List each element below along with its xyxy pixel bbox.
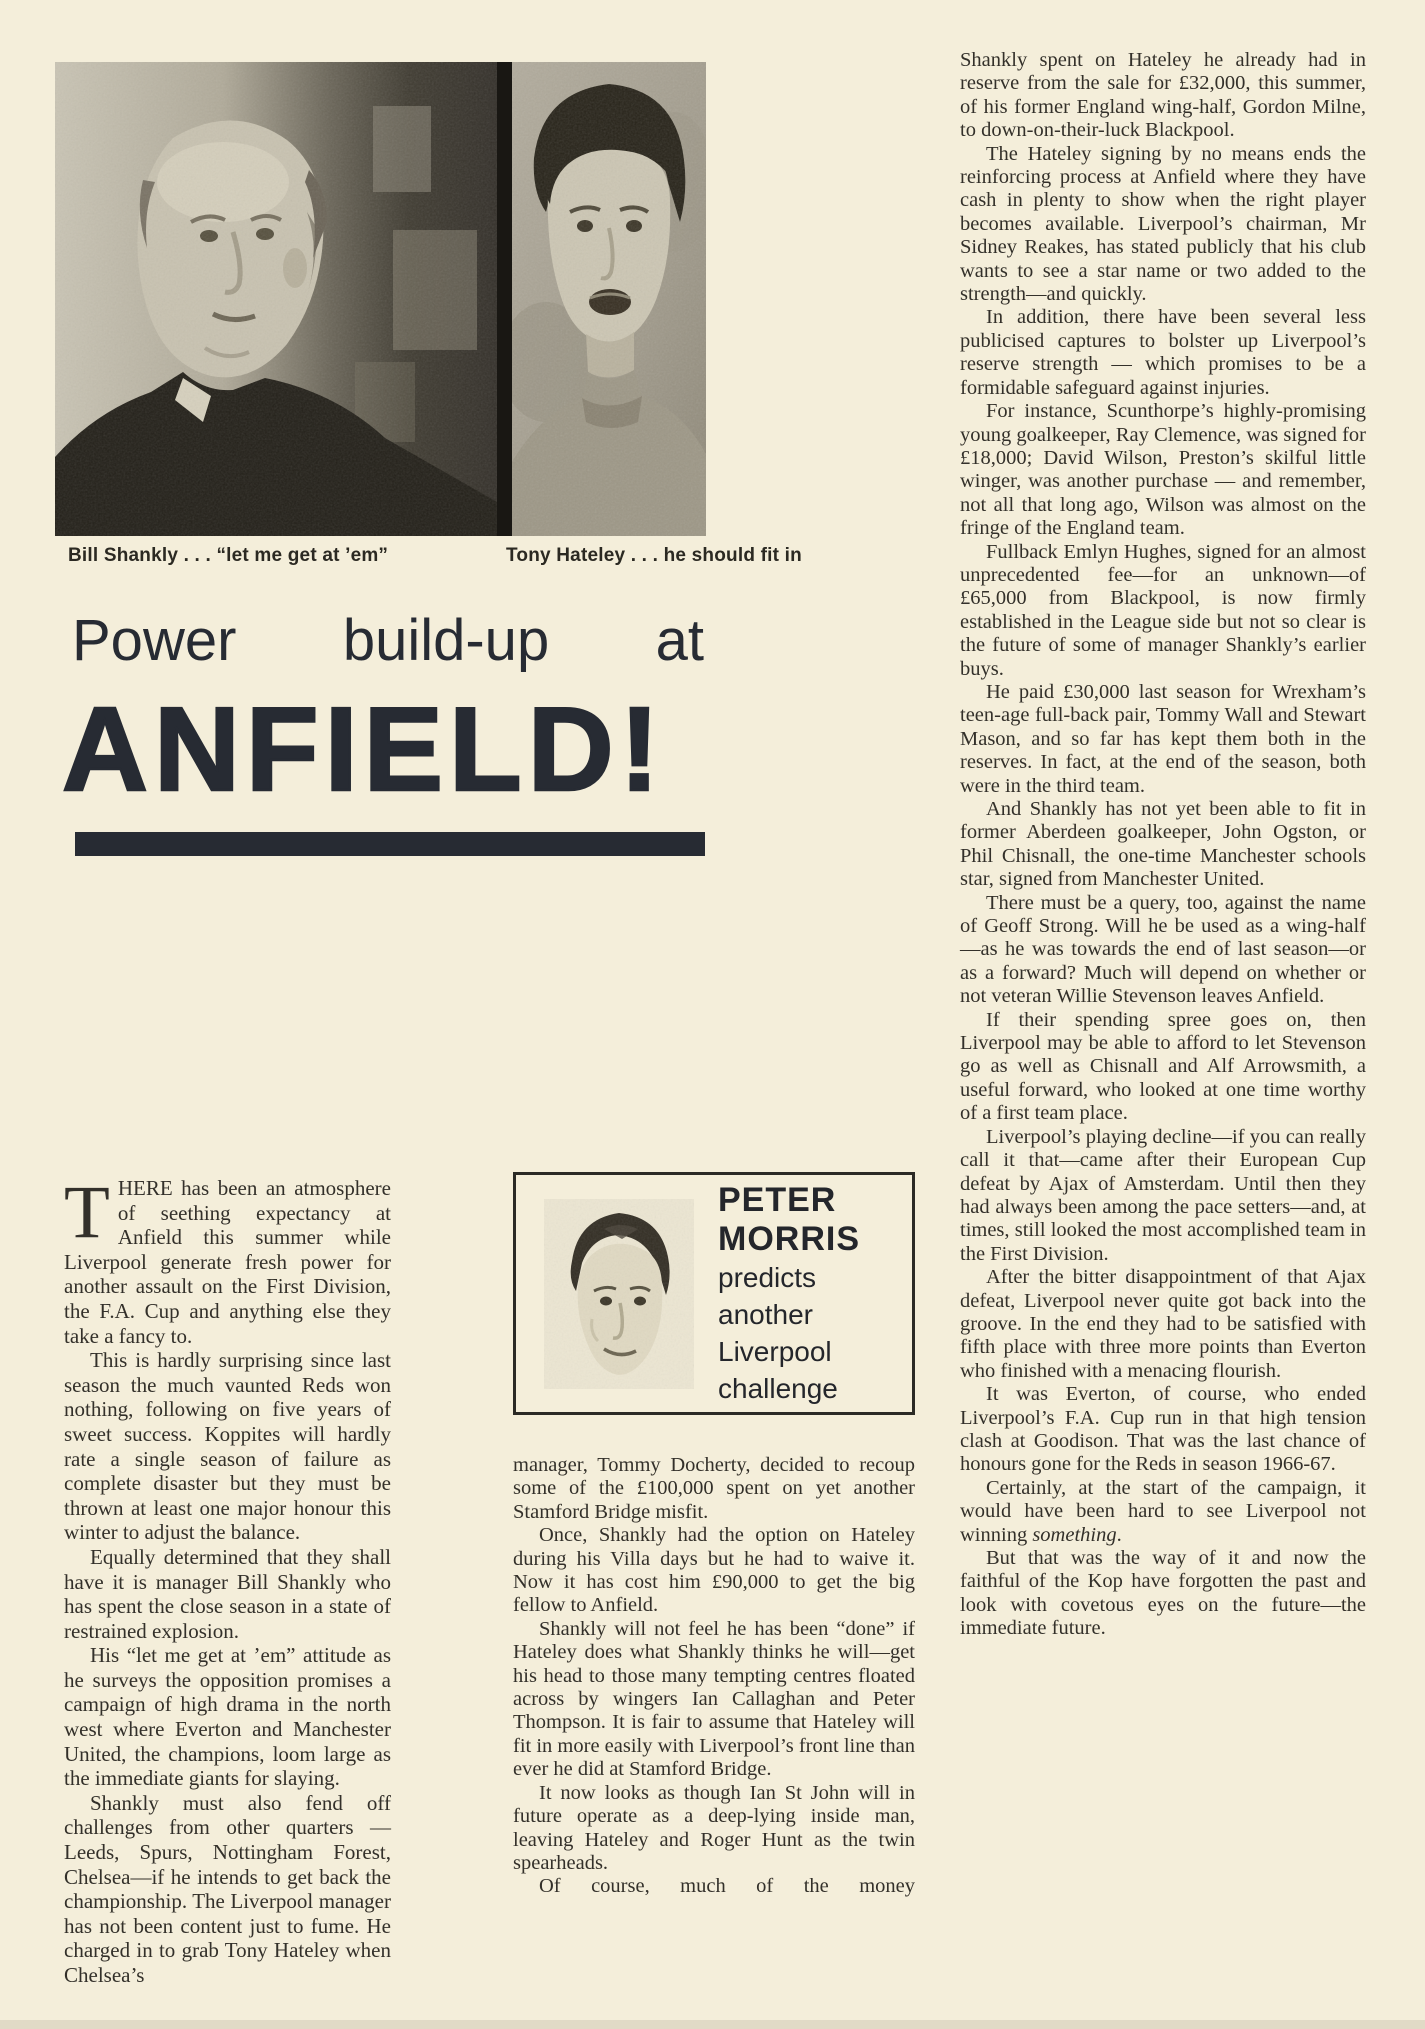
kicker-word: Power <box>72 608 237 673</box>
paragraph: Shankly spent on Hateley he already had in reserve from the sale for £32,000, this summer, of his former England wing-half, Gordon Milne, to down-on-their-luck Blackpool. <box>960 49 1366 142</box>
paragraph: It now looks as though Ian St John will in future operate as a deep-lying inside man, leaving Hateley and Roger Hunt as the twin spearheads. <box>513 1781 915 1874</box>
paragraph-text: Certainly, at the start of the campaign, it would have been hard to see Liverpool not winning <box>960 1476 1366 1546</box>
caption-bill-shankly: Bill Shankly . . . “let me get at ’em” <box>68 545 389 566</box>
paragraph: Of course, much of the money <box>539 1875 915 1898</box>
headline-kicker <box>72 608 704 675</box>
paragraph: It was Everton, of course, who ended Liverpool’s F.A. Cup run in that high tension clash at Goodison. That was the last chance of honours gone for the Reds in season 1966-67. <box>960 1383 1366 1476</box>
headline-main: ANFIELD! <box>62 683 666 816</box>
drop-cap: T <box>64 1171 110 1254</box>
column-middle <box>513 1454 915 1899</box>
paragraph: But that was the way of it and now the faithful of the Kop have forgotten the past and look with covetous eyes on the future—the immediate future. <box>960 1547 1366 1640</box>
inset-name-line: PETER <box>718 1180 837 1219</box>
paragraph: In addition, there have been several less publicised captures to bolster up Liverpool’s reserve strength — which promises to be a formidable safeguard against injuries. <box>960 306 1366 399</box>
inset-tagline <box>718 1260 860 1407</box>
paragraph <box>960 1477 1366 1547</box>
paragraph: This is hardly surprising since last season the much vaunted Reds won nothing, following on five years of sweet success. Koppites will hardly rate a single season of failure as complete disaster but they must be thrown at least one major honour this winter to adjust the balance. <box>64 1348 391 1545</box>
paragraph: After the bitter disappointment of that Ajax defeat, Liverpool never quite got back into the groove. In the end they had to be satisfied with fifth place with three more points than Everton who finished with a menacing flourish. <box>960 1266 1366 1382</box>
inset-name-line: MORRIS <box>718 1219 860 1258</box>
inset-tagline-line: predicts <box>718 1261 817 1293</box>
caption-tony-hateley: Tony Hateley . . . he should fit in <box>506 545 802 566</box>
inset-box <box>513 1172 915 1415</box>
bill-shankly-portrait-illustration <box>55 62 497 536</box>
paragraph-text: HERE has been an atmosphere of seething expectancy at Anfield this summer while Liverpool generate fresh power for another assault on the First Division, the F.A. Cup and anything else they take a fancy to. <box>64 1176 391 1348</box>
photo-bill-shankly <box>55 62 497 536</box>
paragraph: For instance, Scunthorpe’s highly-promising young goalkeeper, Ray Clemence, was signed for £18,000; David Wilson, Preston’s skilful little winger, was another purchase — and remember, not all that long ago, Wilson was almost on the fringe of the England team. <box>960 400 1366 540</box>
inset-tagline-line: Liverpool <box>718 1335 832 1367</box>
paragraph: manager, Tommy Docherty, decided to recoup some of the £100,000 spent on yet another Stamford Bridge misfit. <box>513 1454 915 1523</box>
paragraph: The Hateley signing by no means ends the reinforcing process at Anfield where they have cash in plenty to show when the right player becomes available. Liverpool’s chairman, Mr Sidney Reakes, has stated publicly that his club wants to see a star name or two added to the strength—and quickly. <box>960 142 1366 306</box>
paragraph: Fullback Emlyn Hughes, signed for an almost unprecedented fee—for an unknown—of £65,000 from Blackpool, is now firmly established in the League side but not so clear is the future of some of manager Shankly’s earlier buys. <box>960 540 1366 680</box>
paragraph: If their spending spree goes on, then Liverpool may be able to afford to let Stevenson go as well as Chisnall and Alf Arrowsmith, a useful forward, who looked at one time worthy of a first team place. <box>960 1008 1366 1125</box>
paragraph: Once, Shankly had the option on Hateley during his Villa days but he had to waive it. Now it has cost him £90,000 to get the big fellow to Anfield. <box>513 1524 915 1617</box>
inset-tagline-line: challenge <box>718 1372 838 1404</box>
paragraph <box>64 1171 391 1348</box>
inset-text <box>718 1181 860 1407</box>
paragraph: Liverpool’s playing decline—if you can really call it that—came after their European Cup defeat by Ajax of Amsterdam. Until then they had always been among the pace setters—and, at times, still looked the most accomplished team in the First Division. <box>960 1125 1366 1265</box>
paragraph: And Shankly has not yet been able to fit in former Aberdeen goalkeeper, John Ogston, or Phil Chisnall, the one-time Manchester schools star, signed from Manchester United. <box>960 798 1366 891</box>
inset-tagline-line: another <box>718 1298 813 1330</box>
paragraph: Shankly must also fend off challenges from other quarters — Leeds, Spurs, Nottingham Forest, Chelsea—if he intends to get back the championship. The Liverpool manager has not been content just to fume. He charged in to grab Tony Hateley when Chelsea’s <box>64 1790 391 1987</box>
paragraph: Shankly will not feel he has been “done” if Hateley does what Shankly thinks he will—get his head to those many tempting centres floated across by wingers Ian Callaghan and Peter Thompson. It is fair to assume that Hateley will fit in more easily with Liverpool’s front line than ever he did at Stamford Bridge. <box>513 1617 915 1781</box>
paragraph: There must be a query, too, against the name of Geoff Strong. Will he be used as a wing-half—as he was towards the end of last season—or as a forward? Much will depend on whether or not veteran Willie Stevenson leaves Anfield. <box>960 891 1366 1008</box>
tony-hateley-portrait-illustration <box>512 62 706 536</box>
inset-author-name <box>718 1181 860 1259</box>
paragraph: Equally determined that they shall have it is manager Bill Shankly who has spent the close season in a state of restrained explosion. <box>64 1544 391 1643</box>
peter-morris-portrait-illustration <box>544 1199 694 1389</box>
paragraph: He paid £30,000 last season for Wrexham’s teen-age full-back pair, Tommy Wall and Stewart Mason, and so far has kept them both in the reserves. In fact, at the end of the season, both were in the third team. <box>960 680 1366 797</box>
italic-word: something <box>1032 1523 1117 1546</box>
column-left <box>64 1171 391 1988</box>
column-right <box>960 49 1366 1641</box>
photo-peter-morris <box>544 1199 694 1389</box>
kicker-word: build-up <box>342 608 550 673</box>
photo-tony-hateley <box>512 62 706 536</box>
headline-rule <box>75 832 705 856</box>
kicker-word: at <box>655 608 704 673</box>
photo-divider <box>497 62 512 536</box>
paragraph: His “let me get at ’em” attitude as he surveys the opposition promises a campaign of high drama in the north west where Everton and Manchester United, the champions, loom large as the immediate giants for slaying. <box>64 1643 391 1791</box>
paragraph-text: . <box>1116 1523 1122 1546</box>
